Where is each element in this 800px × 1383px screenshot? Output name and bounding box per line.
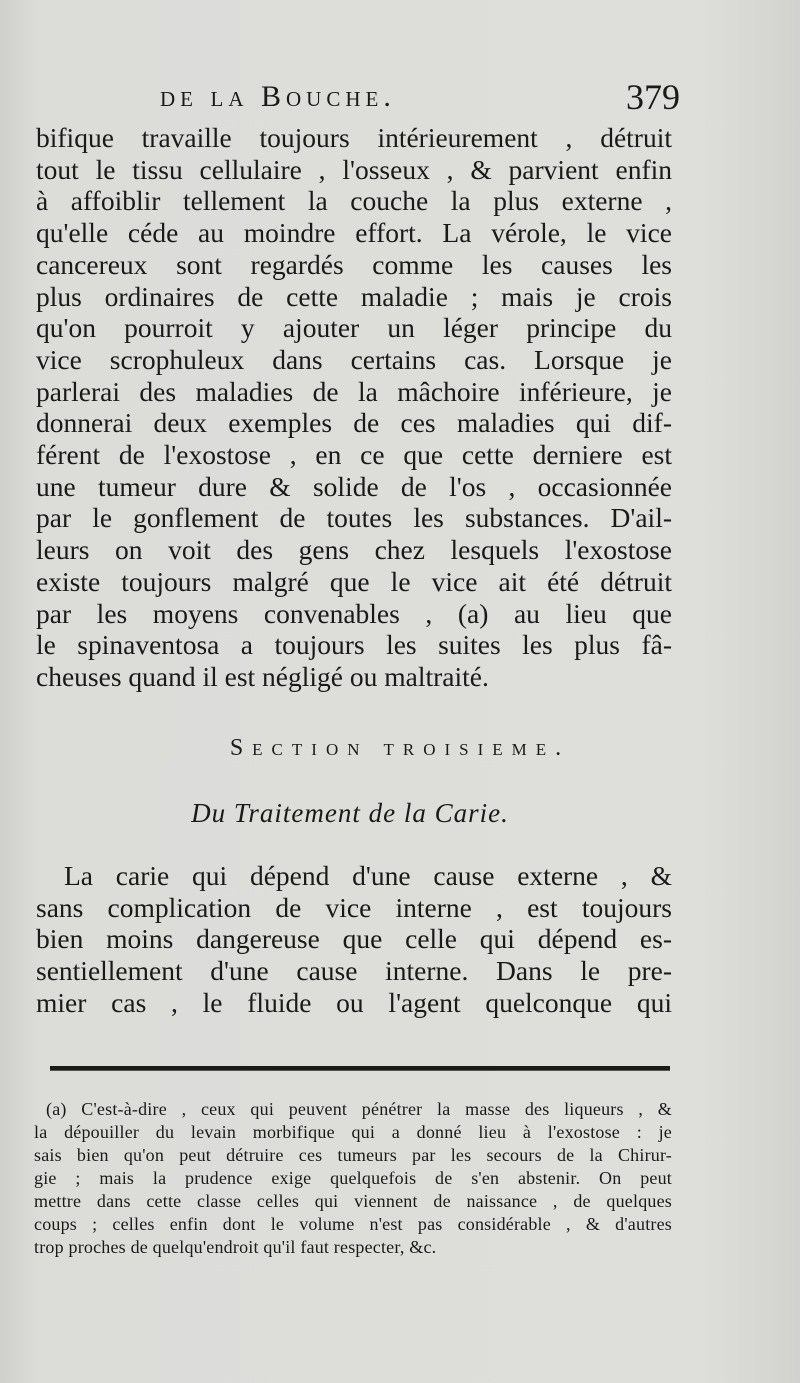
text-line: le spinaventosa a toujours les suites les plus fâ- [36, 629, 672, 661]
text-line: mier cas , le fluide ou l'agent quelconque qui [36, 986, 672, 1018]
footnote-line: gie ; mais la prudence exige quelquefois de s'en abstenir. On peut [34, 1168, 672, 1188]
text-line: existe toujours malgré que le vice ait été détruit [36, 565, 672, 597]
text-line: donnerai deux exemples de ces maladies qui dif- [36, 407, 672, 439]
text-line: leurs on voit des gens chez lesquels l'exostose [36, 534, 672, 566]
running-title: de la Bouche. [160, 80, 396, 113]
text-line: sentiellement d'une cause interne. Dans le pre- [36, 955, 672, 987]
text-line: à affoiblir tellement la couche la plus externe , [36, 185, 672, 217]
text-line: sans complication de vice interne , est toujours [36, 891, 672, 923]
section-title: Section troisieme. [229, 735, 571, 761]
footnote-line: trop proches de quelqu'endroit qu'il faut respecter, &c. [34, 1237, 437, 1257]
footnote-line: mettre dans cette classe celles qui viennent de naissance , de quelques [34, 1191, 672, 1211]
text-line: qu'on pourroit y ajouter un léger principe du [36, 312, 672, 344]
text-line: plus ordinaires de cette maladie ; mais je crois [36, 280, 672, 312]
text-line: cancereux sont regardés comme les causes les [36, 248, 672, 280]
text-line: qu'elle céde au moindre effort. La vérole, le vice [36, 217, 672, 249]
text-line: par le gonflement de toutes les substances. D'ail- [36, 502, 672, 534]
footnote-line: la dépouiller du levain morbifique qui a donné lieu à l'exostose : je [34, 1122, 672, 1142]
text-line: bien moins dangereuse que celle qui dépend es- [36, 923, 672, 955]
page-number: 379 [626, 77, 680, 117]
text-line: tout le tissu cellulaire , l'osseux , & parvient enfin [36, 153, 672, 185]
text-line: La carie qui dépend d'une cause externe , & [64, 860, 672, 891]
footnote-line: coups ; celles enfin dont le volume n'est pas considérable , & d'autres [34, 1214, 672, 1234]
subsection-title: Du Traitement de la Carie. [191, 798, 509, 828]
text-line: une tumeur dure & solide de l'os , occasionnée [36, 470, 672, 502]
footnote-divider [50, 1066, 670, 1071]
text-line: par les moyens convenables , (a) au lieu que [36, 597, 672, 629]
paragraph-2 [36, 860, 672, 1019]
text-line: férent de l'exostose , en ce que cette derniere est [36, 439, 672, 471]
paragraph-1 [36, 122, 672, 693]
text-line: vice scrophuleux dans certains cas. Lorsque je [36, 343, 672, 375]
page-header [160, 78, 680, 126]
footnote [34, 1098, 672, 1259]
text-line: bifique travaille toujours intérieurement , détruit [36, 122, 672, 153]
footnote-line: sais bien qu'on peut détruire ces tumeurs par les secours de la Chirur- [34, 1145, 672, 1165]
text-line: cheuses quand il est négligé ou maltraité. [36, 660, 489, 692]
footnote-line: (a) C'est-à-dire , ceux qui peuvent pénétrer la masse des liqueurs , & [46, 1099, 672, 1119]
text-line: parlerai des maladies de la mâchoire inférieure, je [36, 375, 672, 407]
